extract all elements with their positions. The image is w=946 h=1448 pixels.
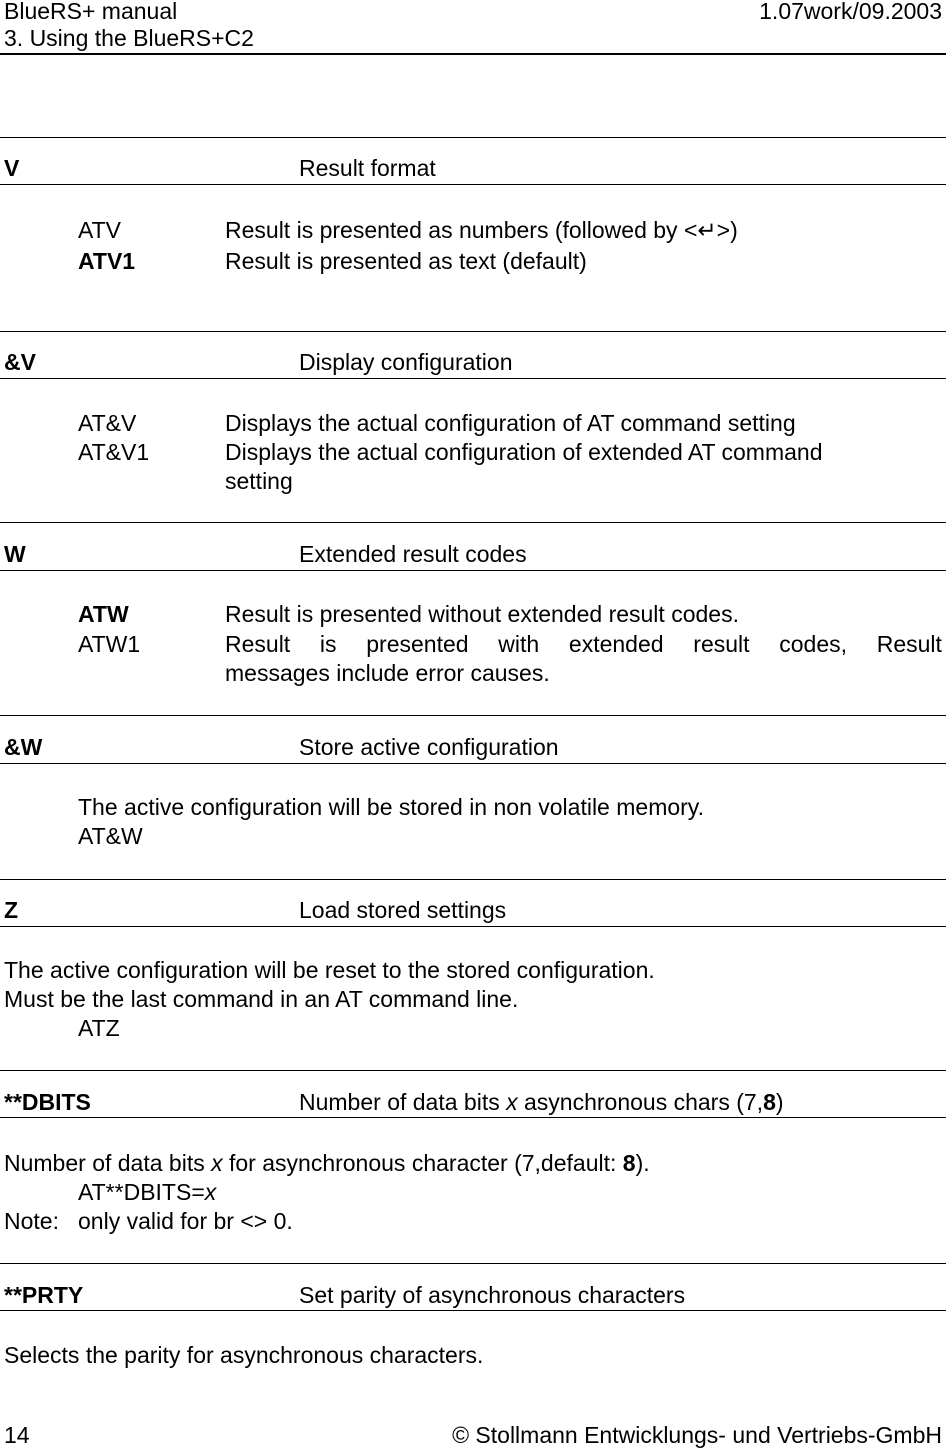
title-part: ): [775, 1089, 784, 1115]
row-cmd: ATW: [78, 601, 129, 627]
section-text: The active configuration will be reset to the stored configuration.: [4, 957, 655, 983]
desc-word: with: [498, 631, 540, 657]
desc-word: Result: [225, 631, 291, 657]
title-part: asynchronous chars (7,: [517, 1089, 764, 1115]
desc-word: codes,: [779, 631, 848, 657]
section-divider: [0, 763, 946, 764]
command-title-dbits: [299, 1091, 784, 1114]
section-divider: [0, 137, 946, 138]
row-desc: Result is presented as text (default): [225, 248, 587, 274]
command-name-z: Z: [4, 897, 19, 923]
section-divider: [0, 879, 946, 880]
command-title-z: Load stored settings: [299, 897, 507, 923]
section-text: The active configuration will be stored in non volatile memory.: [78, 794, 704, 820]
row-desc-continued: setting: [225, 468, 293, 494]
section-example: AT&W: [78, 823, 143, 849]
desc-word: presented: [366, 631, 469, 657]
command-title-w: Extended result codes: [299, 541, 527, 567]
desc-word: result: [693, 631, 750, 657]
text-part: ).: [635, 1150, 650, 1176]
row-desc-continued: messages include error causes.: [225, 660, 550, 686]
section-divider: [0, 926, 946, 927]
command-name-prty: **PRTY: [4, 1282, 84, 1308]
title-variable: x: [506, 1089, 518, 1115]
section-divider: [0, 1263, 946, 1264]
section-divider: [0, 184, 946, 185]
title-part: Number of data bits: [299, 1089, 507, 1115]
header-title: BlueRS+ manual: [4, 0, 178, 24]
title-default-value: 8: [763, 1089, 776, 1115]
header-divider: [0, 53, 946, 55]
command-name-amp-v: &V: [4, 349, 36, 375]
section-text: [4, 1152, 650, 1175]
desc-word: is: [319, 631, 337, 657]
section-divider: [0, 1310, 946, 1311]
example-variable: x: [204, 1179, 217, 1205]
section-text: Must be the last command in an AT command line.: [4, 986, 519, 1012]
row-desc: Result is presented without extended result codes.: [225, 601, 739, 627]
row-desc: Displays the actual configuration of AT command setting: [225, 410, 796, 436]
command-title-amp-w: Store active configuration: [299, 734, 559, 760]
command-title-v: Result format: [299, 155, 436, 181]
command-title-amp-v: Display configuration: [299, 349, 513, 375]
footer-copyright: © Stollmann Entwicklungs- und Vertriebs-GmbH: [452, 1422, 942, 1448]
desc-word: Result: [876, 631, 942, 657]
section-divider: [0, 331, 946, 332]
header-version: 1.07work/09.2003: [759, 0, 942, 24]
header-chapter: 3. Using the BlueRS+C2: [4, 25, 254, 51]
row-cmd: ATV1: [78, 248, 136, 274]
section-divider: [0, 1117, 946, 1118]
command-name-dbits: **DBITS: [4, 1089, 91, 1115]
row-cmd: AT&V: [78, 410, 137, 436]
command-name-w: W: [4, 541, 26, 567]
example-part: AT**DBITS=: [78, 1179, 205, 1205]
section-divider: [0, 715, 946, 716]
section-divider: [0, 378, 946, 379]
text-variable: x: [211, 1150, 223, 1176]
command-name-v: V: [4, 155, 20, 181]
row-desc: Result is presented as numbers (followed by <↵>): [225, 217, 738, 243]
text-default-value: 8: [622, 1150, 636, 1176]
text-part: for asynchronous character (7,default:: [222, 1150, 623, 1176]
row-cmd: ATW1: [78, 631, 141, 657]
text-part: Number of data bits: [4, 1150, 212, 1176]
row-cmd: AT&V1: [78, 439, 150, 465]
section-example: [78, 1181, 216, 1204]
section-divider: [0, 570, 946, 571]
row-desc-justified: [225, 633, 942, 656]
command-name-amp-w: &W: [4, 734, 43, 760]
row-cmd: ATV: [78, 217, 122, 243]
note-label: Note:: [4, 1208, 59, 1234]
section-example: ATZ: [78, 1015, 120, 1041]
desc-word: extended: [568, 631, 664, 657]
command-title-prty: Set parity of asynchronous characters: [299, 1282, 686, 1308]
note-text: only valid for br <> 0.: [78, 1208, 293, 1234]
section-divider: [0, 1070, 946, 1071]
section-text: Selects the parity for asynchronous characters.: [4, 1342, 484, 1368]
section-divider: [0, 522, 946, 523]
page-number: 14: [4, 1422, 30, 1448]
row-desc: Displays the actual configuration of extended AT command: [225, 439, 823, 465]
